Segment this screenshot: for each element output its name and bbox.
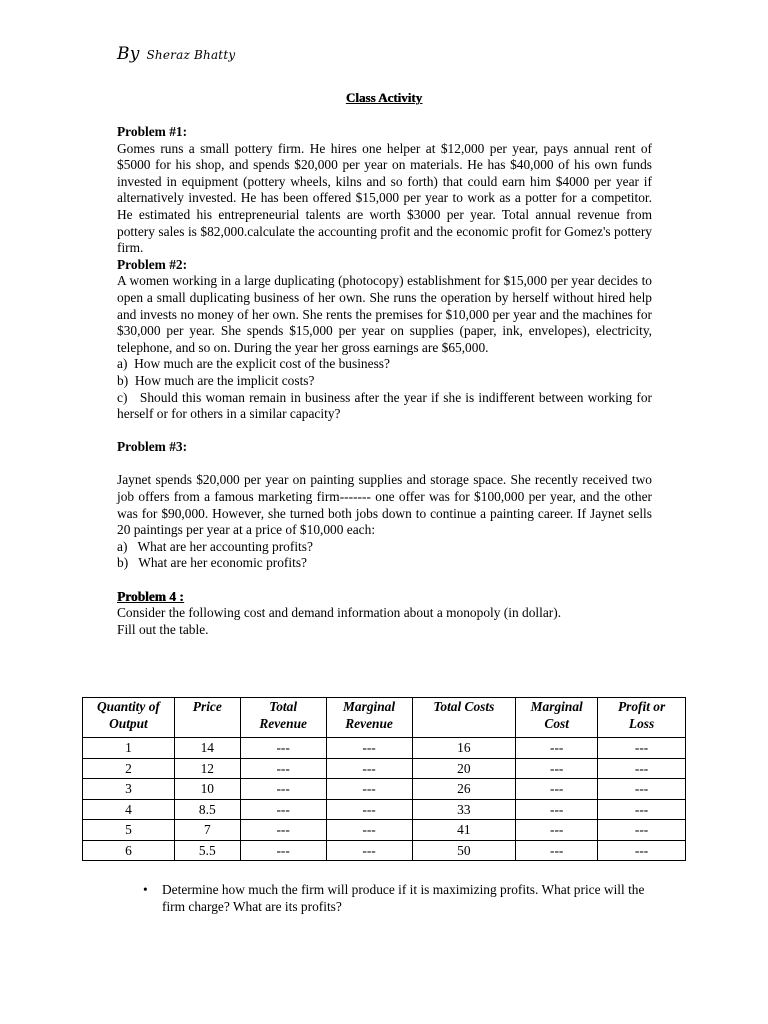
problem2-body: A women working in a large duplicating (photocopy) establishment for $15,000 per year decides to open a small duplicating business of her own. She runs the operation by herself without hired help and invests no money of her own. She rents the premises for $10,000 per year and the machines for $30,000 per year. She spends $15,000 per year on supplies (paper, ink, envelopes), electricity, telephone, and so on. During the year her gross earnings are $65,000.	[117, 273, 652, 355]
table-row	[83, 779, 686, 800]
table-cell: ---	[326, 758, 412, 779]
author-signature	[117, 44, 235, 64]
table-cell: 26	[412, 779, 516, 800]
header-price: Price	[174, 698, 240, 738]
table-cell: ---	[516, 758, 598, 779]
table-cell: ---	[326, 738, 412, 759]
monopoly-table	[82, 697, 686, 861]
problem3-item-a: a) What are her accounting profits?	[117, 538, 313, 554]
bullet-text: Determine how much the firm will produce if it is maximizing profits. What price will the firm charge? What are its profits?	[162, 882, 645, 914]
table-cell: ---	[598, 738, 686, 759]
table-cell: ---	[516, 799, 598, 820]
table-cell: ---	[240, 840, 326, 861]
table-cell: 7	[174, 820, 240, 841]
table-cell: ---	[240, 799, 326, 820]
table-cell: 4	[83, 799, 175, 820]
table-cell: 1	[83, 738, 175, 759]
table-cell: 50	[412, 840, 516, 861]
table-header-row	[83, 698, 686, 738]
table-cell: ---	[240, 820, 326, 841]
table-cell: 10	[174, 779, 240, 800]
header-profit-or-loss: Profit or Loss	[598, 698, 686, 738]
problem3-body: Jaynet spends $20,000 per year on painting supplies and storage space. She recently received two job offers from a famous marketing firm------- one offer was for $100,000 per year, and the other was for $90,000. However, she turned both jobs down to continue a painting career. If Jaynet sells 20 paintings per year at a price of $10,000 each:	[117, 472, 652, 538]
table-cell: ---	[516, 779, 598, 800]
document-body	[117, 124, 652, 638]
header-total-costs: Total Costs	[412, 698, 516, 738]
table-cell: ---	[326, 779, 412, 800]
table-cell: ---	[240, 758, 326, 779]
bullet-question	[143, 882, 663, 915]
table-cell: 6	[83, 840, 175, 861]
table-row	[83, 840, 686, 861]
table-row	[83, 799, 686, 820]
table-cell: 12	[174, 758, 240, 779]
table-cell: 3	[83, 779, 175, 800]
table-cell: 33	[412, 799, 516, 820]
problem2-heading: Problem #2:	[117, 256, 188, 272]
author-name: Sheraz Bhatty	[146, 48, 236, 62]
table-cell: ---	[598, 840, 686, 861]
table-cell: 41	[412, 820, 516, 841]
problem3-item-b: b) What are her economic profits?	[117, 555, 307, 571]
problem1-heading: Problem #1:	[117, 124, 188, 139]
table-cell: ---	[598, 799, 686, 820]
table-cell: ---	[326, 840, 412, 861]
table-cell: 5.5	[174, 840, 240, 861]
problem2-item-b: b) How much are the implicit costs?	[117, 372, 315, 388]
header-quantity-of-output: Quantity of Output	[83, 698, 175, 738]
table-cell: 5	[83, 820, 175, 841]
bullet-symbol: •	[143, 882, 148, 897]
table-cell: ---	[326, 820, 412, 841]
problem4-heading: Problem 4 :	[117, 588, 184, 604]
header-marginal-cost: Marginal Cost	[516, 698, 598, 738]
problem3-heading: Problem #3:	[117, 439, 188, 455]
problem2-item-c: c) Should this woman remain in business after the year if she is indifferent between working for herself or for others in a similar capacity?	[117, 389, 652, 422]
table-cell: ---	[598, 758, 686, 779]
header-marginal-revenue: Marginal Revenue	[326, 698, 412, 738]
table-cell: ---	[598, 779, 686, 800]
problem4-line2: Fill out the table.	[117, 621, 209, 637]
table-row	[83, 820, 686, 841]
page-title: Class Activity	[345, 90, 423, 105]
table-row	[83, 758, 686, 779]
problem4-line1: Consider the following cost and demand information about a monopoly (in dollar).	[117, 605, 562, 621]
table-cell: 8.5	[174, 799, 240, 820]
table-cell: 16	[412, 738, 516, 759]
table-cell: ---	[516, 738, 598, 759]
table-cell: 2	[83, 758, 175, 779]
table-cell: ---	[598, 820, 686, 841]
table-cell: ---	[326, 799, 412, 820]
author-by: By	[117, 44, 140, 64]
table-cell: ---	[516, 840, 598, 861]
table-cell: ---	[516, 820, 598, 841]
table-cell: 14	[174, 738, 240, 759]
header-total-revenue: Total Revenue	[240, 698, 326, 738]
problem2-item-a: a) How much are the explicit cost of the business?	[117, 356, 390, 372]
table-cell: ---	[240, 738, 326, 759]
table-cell: ---	[240, 779, 326, 800]
table-row	[83, 738, 686, 759]
table-cell: 20	[412, 758, 516, 779]
problem1-body: Gomes runs a small pottery firm. He hires one helper at $12,000 per year, pays annual rent of $5000 for his shop, and spends $20,000 per year on materials. He has $40,000 of his own funds invested in equipment (pottery wheels, kilns and so forth) that could earn him $4000 per year if alternatively invested. He has been offered $15,000 per year to work as a potter for a competitor. He estimated his entrepreneurial talents are worth $3000 per year. Total annual revenue from pottery sales is $82,000.calculate the accounting profit and the economic profit for Gomez's pottery firm.	[117, 140, 652, 256]
